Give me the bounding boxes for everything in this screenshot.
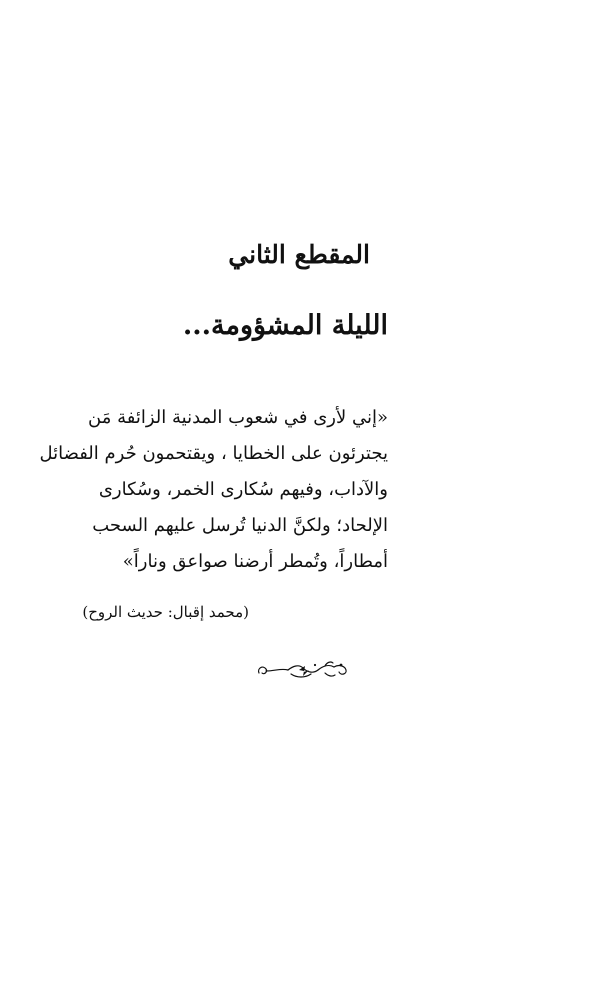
epigraph-quote: [39, 400, 388, 580]
quote-line-2: يجترئون على الخطايا ، ويقتحمون حُرم الفضائل: [39, 443, 388, 464]
quote-attribution: (محمد إقبال: حديث الروح): [82, 603, 249, 621]
chapter-title: الليلة المشؤومة...: [182, 310, 388, 341]
quote-line-5: أمطاراً، وتُمطر أرضنا صواعق وناراً»: [122, 551, 388, 572]
floral-ornament-icon: [255, 656, 351, 686]
section-title: المقطع الثاني: [228, 240, 370, 269]
quote-line-4: الإلحاد؛ ولكنَّ الدنيا تُرسل عليهم السحب: [92, 515, 388, 536]
quote-line-3: والآداب، وفيهم سُكارى الخمر، وسُكارى: [98, 479, 388, 500]
quote-line-1: «إني لأرى في شعوب المدنية الزائفة مَن: [88, 407, 388, 428]
